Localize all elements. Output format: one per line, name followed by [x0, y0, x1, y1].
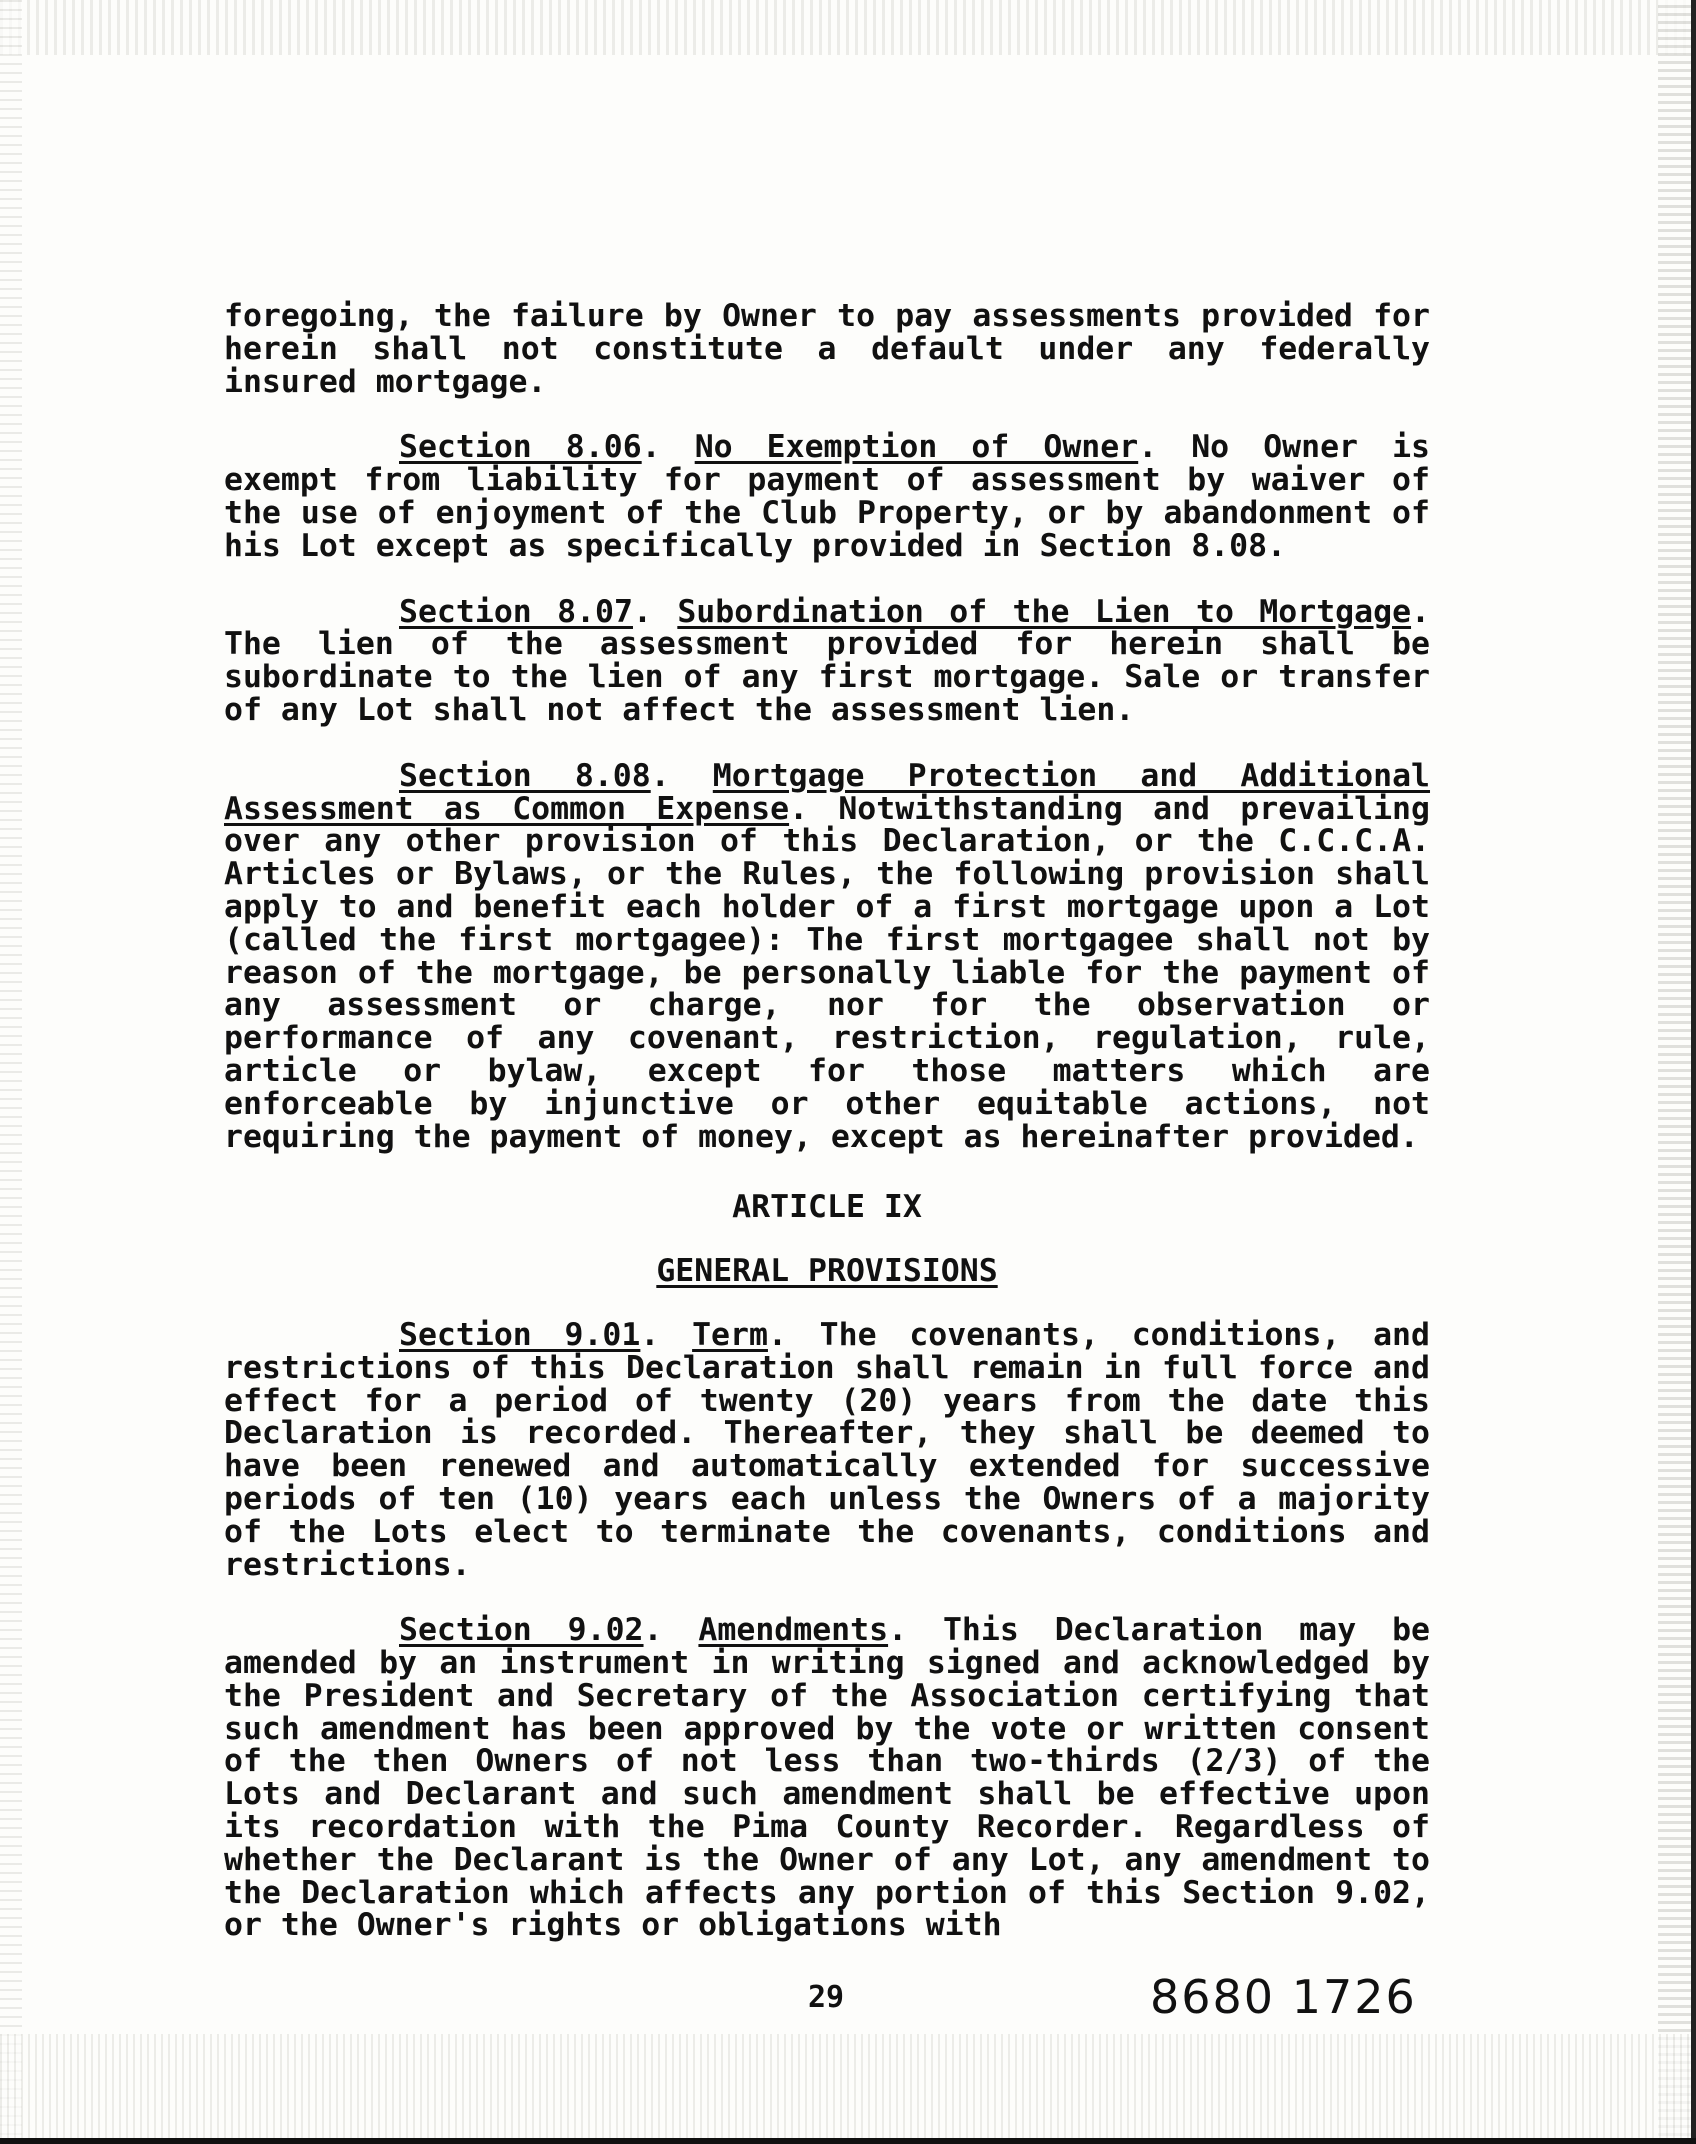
- section-body: This Declaration may be amended by an instrument in writing signed and acknowledged by the President and Secretary of the Association certifying that such amendment has been approved by the vote or written consent of the then Owners of not less than two-thirds (2/3) of the Lots and Declarant and such amendment shall be effective upon its recordation with the Pima County Recorder. Regardless of whether the Declarant is the Owner of any Lot, any amendment to the Declaration which affects any portion of this Section 9.02, or the Owner's rights or obligations with: [224, 1612, 1431, 1944]
- section-number: Section 9.01: [399, 1316, 641, 1353]
- section-number: Section 8.06: [399, 429, 642, 466]
- section-number: Section 8.07: [399, 593, 633, 630]
- section-8-06: Section 8.06. No Exemption of Owner. No Owner is exempt from liability for payment of assessment by waiver of the use of enjoyment of the Club Property, or by abandonment of his Lot except as specifically provided in Section 8.08.: [224, 429, 1430, 564]
- article-title: GENERAL PROVISIONS: [656, 1253, 998, 1290]
- paragraph-continuation: [224, 300, 1430, 398]
- section-body: Notwithstanding and prevailing over any other provision of this Declaration, or the C.C.C.A. Articles or Bylaws, or the Rules, the following provision shall apply to and benefit each holder of a first mortgage upon a Lot (called the first mortgagee): The first mortgagee shall not by reason of the mortgage, be personally liable for the payment of any assessment or charge, nor for the observation or performance of any covenant, restriction, regulation, rule, article or bylaw, except for those matters which are enforceable by injunctive or other equitable actions, not requiring the payment of money, except as hereinafter provided.: [224, 790, 1430, 1155]
- scan-border-bottom: [0, 2138, 1696, 2144]
- scan-noise-bottom: [0, 2034, 1696, 2144]
- section-title: Term: [692, 1316, 768, 1353]
- article-heading: ARTICLE IX: [732, 1189, 922, 1226]
- document-body: [224, 300, 1430, 1975]
- scan-noise-top: [0, 0, 1696, 55]
- section-title: Amendments: [698, 1612, 889, 1649]
- section-body: The covenants, conditions, and restrictions of this Declaration shall remain in full force and effect for a period of twenty (20) years from the date this Declaration is recorded. Thereafter, they shall be deemed to have been renewed and automatically extended for successive periods of ten (10) years each unless the Owners of a majority of the Lots elect to terminate the covenants, conditions and restrictions.: [224, 1316, 1430, 1583]
- paragraph-text: foregoing, the failure by Owner to pay assessments provided for herein shall not constitute a default under any federally insured mortgage.: [224, 298, 1430, 400]
- section-title: Mortgage Protection and Additional Assessment as Common Expense: [224, 757, 1431, 827]
- section-body: No Owner is exempt from liability for payment of assessment by waiver of the use of enjoyment of the Club Property, or by abandonment of his Lot except as specifically provided in Section 8.08.: [224, 429, 1430, 564]
- scan-border-right: [1691, 0, 1696, 2144]
- page-footer: [0, 1970, 1696, 2030]
- section-8-08: Section 8.08. Mortgage Protection and Additional Assessment as Common Expense. Notwithstanding and prevailing over any other provision of this Declaration, or the C.C.C.A. Articles or Bylaws, or the Rules, the following provision shall apply to and benefit each holder of a first mortgage upon a Lot (called the first mortgagee): The first mortgagee shall not by reason of the mortgage, be personally liable for the payment of any assessment or charge, nor for the observation or performance of any covenant, restriction, regulation, rule, article or bylaw, except for those matters which are enforceable by injunctive or other equitable actions, not requiring the payment of money, except as hereinafter provided.: [224, 757, 1431, 1155]
- section-8-07: Section 8.07. Subordination of the Lien to Mortgage. The lien of the assessment provided for herein shall be subordinate to the lien of any first mortgage. Sale or transfer of any Lot shall not affect the assessment lien.: [224, 593, 1430, 728]
- page-number: 29: [808, 1980, 845, 2015]
- section-number: Section 9.02: [399, 1612, 644, 1649]
- section-title: No Exemption of Owner: [694, 429, 1139, 466]
- section-title: Subordination of the Lien to Mortgage: [677, 593, 1412, 630]
- recording-number: 8680 1726: [1150, 1970, 1417, 2024]
- section-9-01: Section 9.01. Term. The covenants, conditions, and restrictions of this Declaration shall remain in full force and effect for a period of twenty (20) years from the date this Declaration is recorded. Thereafter, they shall be deemed to have been renewed and automatically extended for successive periods of ten (10) years each unless the Owners of a majority of the Lots elect to terminate the covenants, conditions and restrictions.: [224, 1316, 1430, 1583]
- scan-noise-left: [0, 0, 22, 2144]
- section-body: The lien of the assessment provided for herein shall be subordinate to the lien of any first mortgage. Sale or transfer of any Lot shall not affect the assessment lien.: [224, 626, 1430, 728]
- section-number: Section 8.08: [399, 757, 651, 794]
- section-9-02: Section 9.02. Amendments. This Declaration may be amended by an instrument in writing signed and acknowledged by the President and Secretary of the Association certifying that such amendment has been approved by the vote or written consent of the then Owners of not less than two-thirds (2/3) of the Lots and Declarant and such amendment shall be effective upon its recordation with the Pima County Recorder. Regardless of whether the Declarant is the Owner of any Lot, any amendment to the Declaration which affects any portion of this Section 9.02, or the Owner's rights or obligations with: [224, 1612, 1431, 1944]
